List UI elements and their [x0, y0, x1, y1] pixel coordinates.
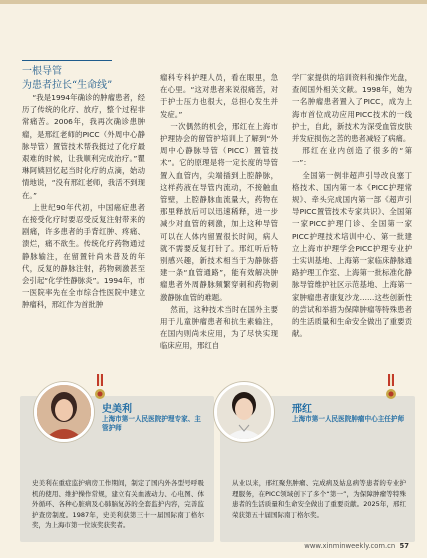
- page-footer: [304, 542, 409, 550]
- paragraph: 学厂家提供的培训资料和操作光盘，查阅国外相关文献。1998年，她为一名肿瘤患者置入了PICC，成为上海市首位成功应用PICC技术的一线护士，自此，新技术为深受血管皮肤并发症损伤之苦的患者减轻了病痛。: [292, 73, 412, 144]
- footer-site: www.xinminweekly.com.cn: [304, 542, 396, 550]
- paragraph: 全国第一例非超声引导改良塞丁格技术、国内第一本《PICC护理常规》、牵头完成国内第一部《超声引导PICC置管技术专家共识》、全国第一家PICC护理门诊、全国第一家PICC护理技术培训中心、第一批建立上海市护理学会PICC护理专业护士实训基地、上海第一家临床静脉通路护理工作室、上海第一批标准化静脉导管维护社区示范基地、上海第一家肿瘤患者康复沙龙……这些创新性的尝试和举措为保障肿瘤等特殊患者的生活质量和生命安全做出了重要贡献。: [292, 170, 412, 339]
- portrait-icon: [37, 385, 91, 439]
- paragraph: 然而，这种技术当时在国外主要用于儿童肿瘤患者和抗生素输注，在国内则尚未应用，为了尽快实现临床应用，邢红自: [160, 304, 278, 351]
- profile-name: 邢红: [292, 404, 312, 415]
- profile-bio: 史美利在重症监护病房工作期间，制定了国内外各型号呼吸机的使用、维护操作常规，建立有关血液动力、心电图、体外循环、各种心脏病及心肺脑复苏的全套监护内容，完善监护查房制度。1987年，史美利获第三十一届国际南丁格尔奖，为上海市第一位该奖获奖者。: [32, 479, 204, 530]
- paragraph: 邢红在业内创造了很多的“第一”：: [292, 146, 412, 168]
- profile-title: 上海市第一人民医院护理专家、主管护师: [102, 415, 201, 432]
- article-column-2: [160, 72, 278, 353]
- profile-panel-shi-meili: [20, 396, 214, 542]
- profile-bio: 从业以来，邢红聚焦肿瘤、完成病及姑息病等患者的专业护理服务，在PICC领域创下了多个“第一”，为保障肿瘤等特殊患者的生活质量和生命安全做出了重要贡献。2025年，邢红荣获第五十届国际南丁格尔奖。: [232, 479, 406, 519]
- profile-name: 史美利: [102, 404, 132, 415]
- profile-panel-xing-hong: [220, 396, 415, 542]
- top-bar: [0, 0, 427, 4]
- heading-rule: [22, 60, 112, 61]
- section-heading: [22, 60, 145, 93]
- paragraph: “我是1994年确诊的肿瘤患者，经历了传统的化疗、放疗，整个过程非常痛苦。2006年，我再次确诊患肿瘤，是邢红老师的PICC（外周中心静脉导管）置管技术帮我挺过了化疗最艰难的时候，让我顺利完成治疗。”瞿琳阿姨回忆起当时化疗的点滴，始动情地说，“没有邢红老师，我活不到现在。”: [22, 93, 145, 200]
- paragraph: 一次偶然的机会，邢红在上海市护理协会的留管护培训上了解到“外周中心静脉导管（PICC）置管技术”。它的原理是将一定长度的导管置入血管内，尖端插到上腔静脉，这样药液在导管内流动，不接触血管壁，上腔静脉血流量大，药物在那里释放后可以迅速稀释，进一步减少对血管的刺激，加上这种导管可以在人体内留置很长时间，病人就不需要反复打针了。邢红听后特别感兴趣，新技术相当于为静脉搭建一条“血管通路”，能有效解决肿瘤患者外周静脉频繁穿刺和药物刺激静脉血管的难题。: [160, 121, 278, 302]
- profile-title: 上海市第一人民医院肿瘤中心主任护师: [292, 415, 405, 423]
- page-number: 57: [399, 542, 409, 550]
- heading-line-2: 为患者拉长“生命线”: [22, 80, 113, 91]
- portrait-icon: [217, 385, 271, 439]
- heading-line-1: 一根导管: [22, 66, 62, 77]
- avatar: [214, 382, 274, 442]
- article-column-1: [22, 92, 145, 312]
- paragraph: 上世纪90年代初，中国癌症患者在接受化疗时要忍受反复注射带来的剧痛，许多患者的手背红肿、疼痛、溃烂，痛不欲生。传统化疗药物通过静脉输注，在留置针尚未普及的年代，反复的静脉注射，药物刺激甚至会引起“化学性静脉炎”。1994年，市一医院率先在全市综合性医院中建立肿瘤科，邢红作为首批肿: [22, 202, 145, 310]
- paragraph: 瘤科专科护理人员，看在眼里，急在心里。“这对患者来说很痛苦，对于护士压力也很大，总担心发生并发症。”: [160, 73, 278, 119]
- avatar: [34, 382, 94, 442]
- medal-icon: [386, 374, 396, 408]
- article-column-3: [292, 72, 412, 340]
